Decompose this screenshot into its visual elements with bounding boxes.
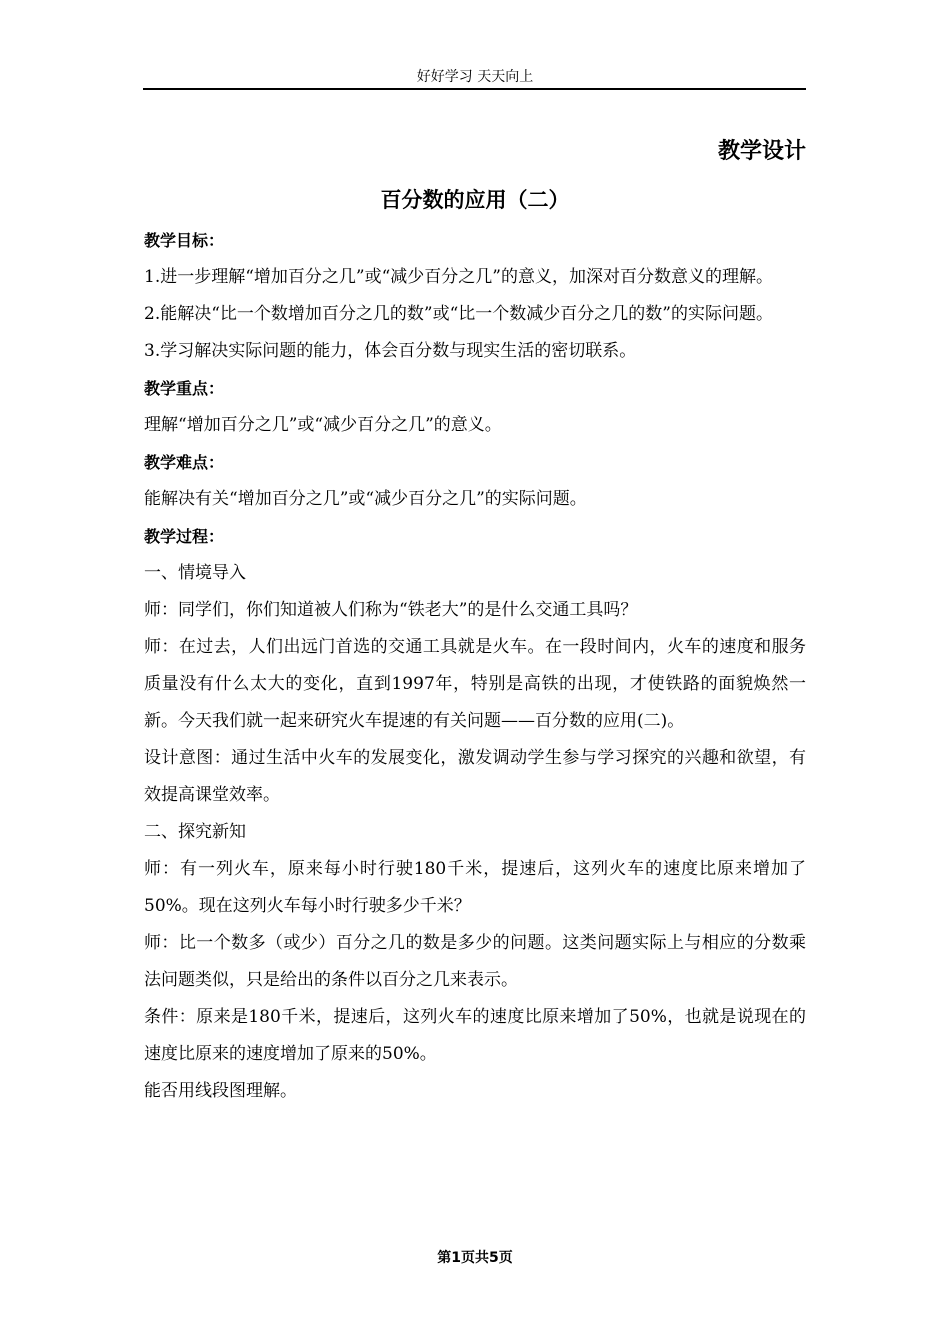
page-header: 好好学习 天天向上 xyxy=(416,69,534,85)
body-paragraph: 一、情境导入 xyxy=(144,563,246,583)
section-heading: 教学重点： xyxy=(144,379,225,398)
body-paragraph: 师：同学们，你们知道被人们称为“铁老大”的是什么交通工具吗？ xyxy=(144,600,638,620)
body-paragraph: 条件：原来是180千米，提速后，这列火车的速度比原来增加了50%，也就是说现在的速度比原来的速度增加了原来的50%。 xyxy=(144,1007,806,1064)
header-divider xyxy=(143,88,806,90)
section-heading: 教学目标： xyxy=(144,231,225,250)
body-paragraph: 师：比一个数多（或少）百分之几的数是多少的问题。这类问题实际上与相应的分数乘法问题类似，只是给出的条件以百分之几来表示。 xyxy=(144,933,806,990)
body-paragraph: 师：有一列火车，原来每小时行驶180千米，提速后，这列火车的速度比原来增加了50%。现在这列火车每小时行驶多少千米？ xyxy=(144,859,806,916)
body-paragraph: 设计意图：通过生活中火车的发展变化，激发调动学生参与学习探究的兴趣和欲望，有效提高课堂效率。 xyxy=(144,748,806,805)
body-paragraph: 师：在过去，人们出远门首选的交通工具就是火车。在一段时间内，火车的速度和服务质量没有什么太大的变化，直到1997年，特别是高铁的出现，才使铁路的面貌焕然一新。今天我们就一起来研究火车提速的有关问题——百分数的应用(二)。 xyxy=(144,637,806,731)
body-paragraph: 2.能解决“比一个数增加百分之几的数”或“比一个数减少百分之几的数”的实际问题。 xyxy=(144,304,773,324)
body-paragraph: 理解“增加百分之几”或“减少百分之几”的意义。 xyxy=(144,415,502,435)
section-heading: 教学难点： xyxy=(144,453,225,472)
body-paragraph: 3.学习解决实际问题的能力，体会百分数与现实生活的密切联系。 xyxy=(144,341,637,361)
section-heading: 教学过程： xyxy=(144,527,225,546)
body-paragraph: 能否用线段图理解。 xyxy=(144,1081,297,1101)
document-title: 教学设计 xyxy=(717,139,806,164)
body-paragraph: 能解决有关“增加百分之几”或“减少百分之几”的实际问题。 xyxy=(144,489,587,509)
lesson-title: 百分数的应用（二） xyxy=(380,188,570,212)
page-number: 第1页共5页 xyxy=(437,1250,513,1266)
document-body xyxy=(144,222,806,1110)
body-paragraph: 1.进一步理解“增加百分之几”或“减少百分之几”的意义，加深对百分数意义的理解。 xyxy=(144,267,773,287)
body-paragraph: 二、探究新知 xyxy=(144,822,246,842)
